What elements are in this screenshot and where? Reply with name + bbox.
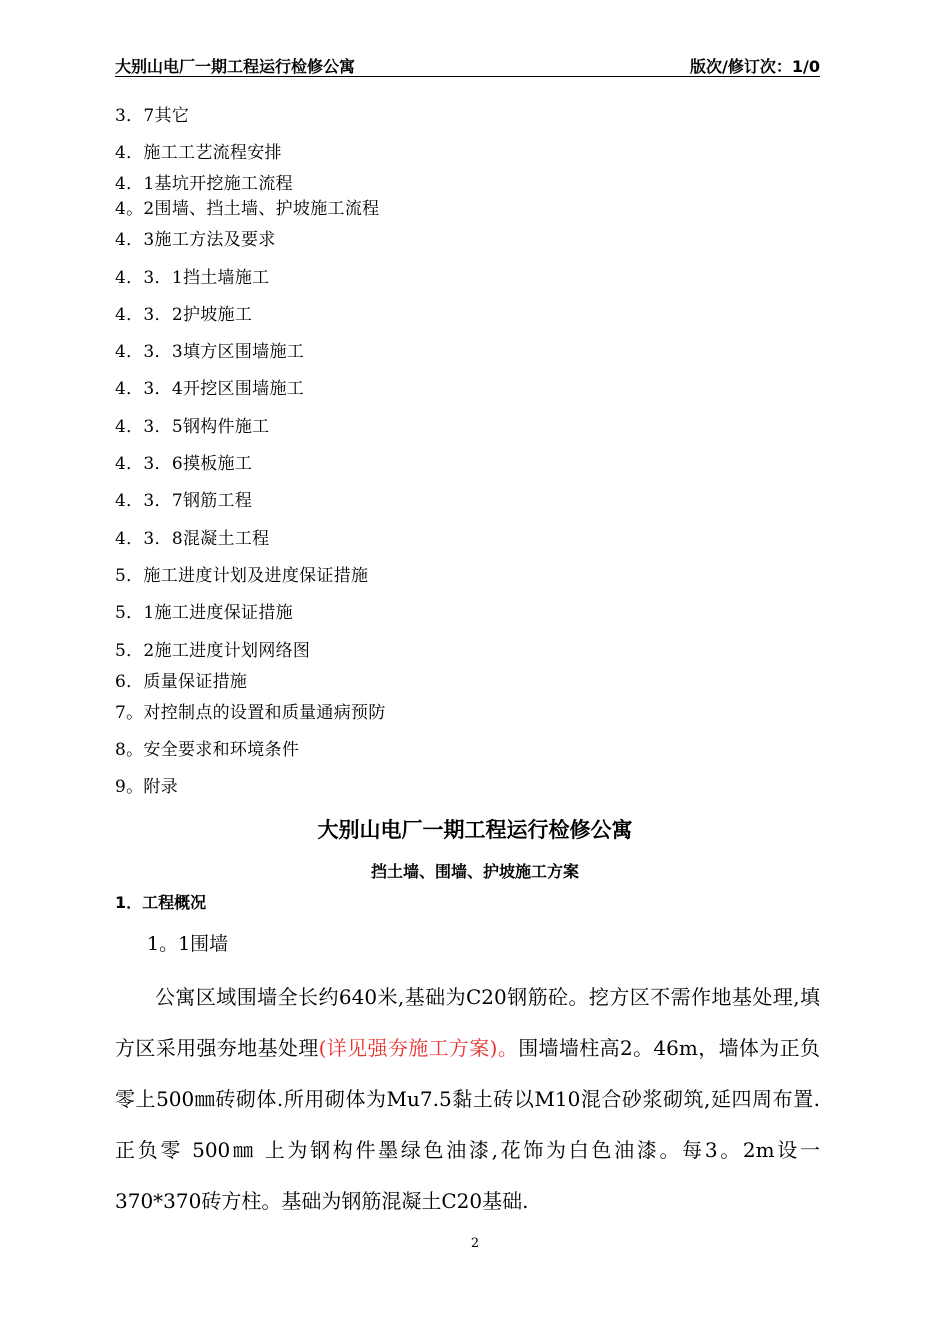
toc-item: 4．3施工方法及要求 bbox=[115, 230, 276, 250]
toc-item: 6．质量保证措施 bbox=[115, 672, 248, 692]
toc-item: 9。附录 bbox=[115, 777, 179, 797]
toc-item: 4．3．8混凝土工程 bbox=[115, 529, 270, 549]
toc-item: 5．2施工进度计划网络图 bbox=[115, 641, 311, 661]
toc-item: 4．施工工艺流程安排 bbox=[115, 143, 282, 163]
header-title: 大别山电厂一期工程运行检修公寓 bbox=[115, 57, 356, 76]
toc-item: 4．3．2护坡施工 bbox=[115, 305, 253, 325]
subsection-heading: 1。1围墙 bbox=[147, 933, 229, 955]
toc-item: 8。安全要求和环境条件 bbox=[115, 740, 300, 760]
section-heading: 1．工程概况 bbox=[115, 893, 207, 912]
page-number: 2 bbox=[470, 1236, 480, 1251]
document-subtitle: 挡土墙、围墙、护坡施工方案 bbox=[370, 862, 579, 881]
toc-item: 4．1基坑开挖施工流程 bbox=[115, 174, 293, 194]
toc-item: 4．3．3填方区围墙施工 bbox=[115, 342, 305, 362]
body-paragraph bbox=[115, 972, 820, 1227]
toc-item: 4．3．6摸板施工 bbox=[115, 454, 253, 474]
header-version: 版次/修订次：1/0 bbox=[690, 57, 820, 76]
paragraph-highlight: (详见强夯施工方案)。 bbox=[318, 1036, 519, 1060]
document-title: 大别山电厂一期工程运行检修公寓 bbox=[317, 818, 633, 842]
toc-item: 7。对控制点的设置和质量通病预防 bbox=[115, 703, 386, 723]
toc-item: 3．7其它 bbox=[115, 106, 190, 126]
toc-item: 4．3．5钢构件施工 bbox=[115, 417, 270, 437]
toc-item: 4．3．7钢筋工程 bbox=[115, 491, 253, 511]
paragraph-text: 公寓区域围墙全长约640米,基础为C20钢筋砼。挖方区不需作地基处理,填方区采用强夯地基处理 bbox=[115, 985, 820, 1060]
page-header bbox=[115, 52, 820, 77]
toc-item: 5．施工进度计划及进度保证措施 bbox=[115, 566, 369, 586]
toc-item: 5．1施工进度保证措施 bbox=[115, 603, 293, 623]
toc-item: 4。2围墙、挡土墙、护坡施工流程 bbox=[115, 199, 380, 219]
toc-item: 4．3．1挡土墙施工 bbox=[115, 268, 270, 288]
paragraph-text: 围墙墙柱高2。46m，墙体为正负零上500㎜砖砌体.所用砌体为Mu7.5黏土砖以M10混合砂浆砌筑,延四周布置.正负零 500㎜ 上为钢构件墨绿色油漆,花饰为白色油漆。每3。2m设一370*370砖方柱。基础为钢筋混凝土C20基础. bbox=[115, 1036, 821, 1213]
toc-item: 4．3．4开挖区围墙施工 bbox=[115, 379, 305, 399]
